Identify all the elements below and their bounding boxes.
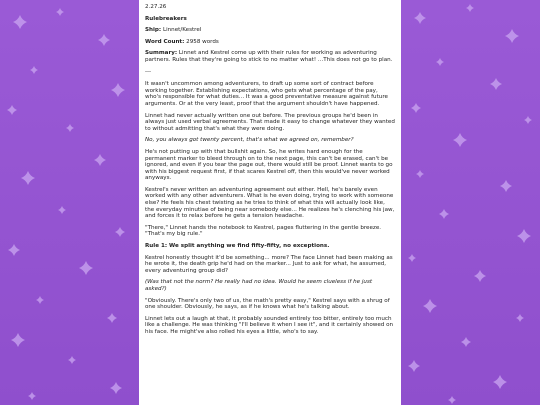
sparkle-icon xyxy=(66,124,74,132)
sparkle-icon xyxy=(79,261,93,275)
sparkle-icon xyxy=(21,171,35,185)
sparkle-icon xyxy=(493,375,507,389)
story-paragraph: Kestrel's never written an adventuring agreement out either. Hell, he's barely even worked with any other adventurers. What is he even doing, trying to work with someone else? He feels his chest twisting as he tries to think of what this will actually look like, the everyday minutiae of being near somebody else... He realizes he's clenching his jaw, and forces it to relax before he gets a tension headache. xyxy=(145,186,395,220)
sparkle-icon xyxy=(423,299,437,313)
sparkle-icon xyxy=(474,270,486,282)
ship-value: Linnet/Kestrel xyxy=(162,27,202,34)
story-paragraph: He's not putting up with that bullshit again. So, he writes hard enough for the permanent marker to bleed through on to the next page, this can't be erased, can't be ignored, and even if you tear the page out, there would still be proof. Linnet wants to go with his biggest request first, if that scares Kestrel off, then this would've never worked anyways. xyxy=(145,148,393,182)
story-paragraph-italic: No, you always got twenty percent, that's what we agreed on, remember? xyxy=(145,137,354,144)
sparkle-icon xyxy=(414,12,426,24)
sparkle-icon xyxy=(516,314,524,322)
sparkle-icon xyxy=(115,227,125,237)
story-paragraph: Linnet lets out a laugh at that, it probably sounded entirely too bitter, entirely too much like a challenge. He was thinking "I'll believe it when I see it", and it certainly showed on his face. He might've also rolled his eyes a little, who's to say. xyxy=(145,315,394,335)
sparkle-icon xyxy=(68,356,76,364)
wordcount-label: Word Count: xyxy=(145,38,185,45)
sparkle-icon xyxy=(416,170,424,178)
sparkle-icon xyxy=(490,78,502,90)
summary-line xyxy=(145,50,395,63)
sparkle-icon xyxy=(98,34,110,46)
sparkle-icon xyxy=(466,4,474,12)
sparkle-icon xyxy=(107,313,117,323)
sparkle-icon xyxy=(36,296,44,304)
sparkle-icon xyxy=(58,206,66,214)
post-title: Rulebreakers xyxy=(145,15,187,22)
sparkle-icon xyxy=(461,337,471,347)
post-content xyxy=(139,0,401,405)
story-paragraph: "There," Linnet hands the notebook to Kestrel, pages fluttering in the gentle breeze. "That's my big rule." xyxy=(145,224,382,238)
story-paragraph: Kestrel honestly thought it'd be something... more? The face Linnet had been making as he wrote it, the death grip he'd had on the marker... Just to ask for what, he assumed, every adventuring group did? xyxy=(145,254,393,274)
sparkle-icon xyxy=(56,8,64,16)
story-paragraph-italic: (Was that not the norm? He really had no idea. Would he seem clueless if he just asked?) xyxy=(145,279,373,292)
sparkle-icon xyxy=(517,229,531,243)
sparkle-icon xyxy=(505,29,519,43)
rule-heading: Rule 1: We split anything we find fifty-fifty, no exceptions. xyxy=(145,243,330,250)
sparkle-icon xyxy=(436,58,444,66)
sparkle-icon xyxy=(28,392,36,400)
sparkle-icon xyxy=(448,396,456,404)
sparkle-icon xyxy=(94,154,106,166)
sparkle-icon xyxy=(8,244,20,256)
post-date: 2.27.26 xyxy=(145,4,167,10)
sparkle-icon xyxy=(524,116,532,124)
ship-label: Ship: xyxy=(145,27,162,34)
sparkle-icon xyxy=(408,360,420,372)
ship-line xyxy=(145,27,395,34)
sparkle-icon xyxy=(11,333,25,347)
story-paragraph: Linnet had never actually written one out before. The previous groups he'd been in always just used verbal agreements. That made it easy to change whatever they wanted to without admitting that's what they were doing. xyxy=(145,112,395,132)
summary-label: Summary: xyxy=(145,50,178,57)
separator: --- xyxy=(145,68,152,75)
sparkle-icon xyxy=(408,254,416,262)
wordcount-value: 2958 words xyxy=(186,38,219,45)
sparkle-icon xyxy=(110,382,122,394)
sparkle-icon xyxy=(30,66,38,74)
sparkle-icon xyxy=(111,83,125,97)
story-paragraph: "Obviously. There's only two of us, the math's pretty easy," Kestrel says with a shrug of one shoulder. Obviously, he says, as if he knows what he's talking about. xyxy=(145,297,390,311)
sparkle-icon xyxy=(453,133,467,147)
sparkle-icon xyxy=(7,105,17,115)
sparkle-icon xyxy=(13,15,27,29)
sparkle-icon xyxy=(439,209,449,219)
wordcount-line xyxy=(145,39,395,46)
sparkle-icon xyxy=(500,180,512,192)
story-paragraph: It wasn't uncommon among adventurers, to draft up some sort of contract before working together. Establishing expectations, who gets what percentage of the pay, who's responsible for what duties... It was a good preventative measure against future arguments. Or at the very least, proof that the argument shouldn't have happened. xyxy=(145,81,388,107)
summary-value: Linnet and Kestrel come up with their rules for working as adventuring partners. Rules that they're going to stick to no matter what! ...This does not go to plan. xyxy=(145,50,393,63)
sparkle-icon xyxy=(411,103,421,113)
